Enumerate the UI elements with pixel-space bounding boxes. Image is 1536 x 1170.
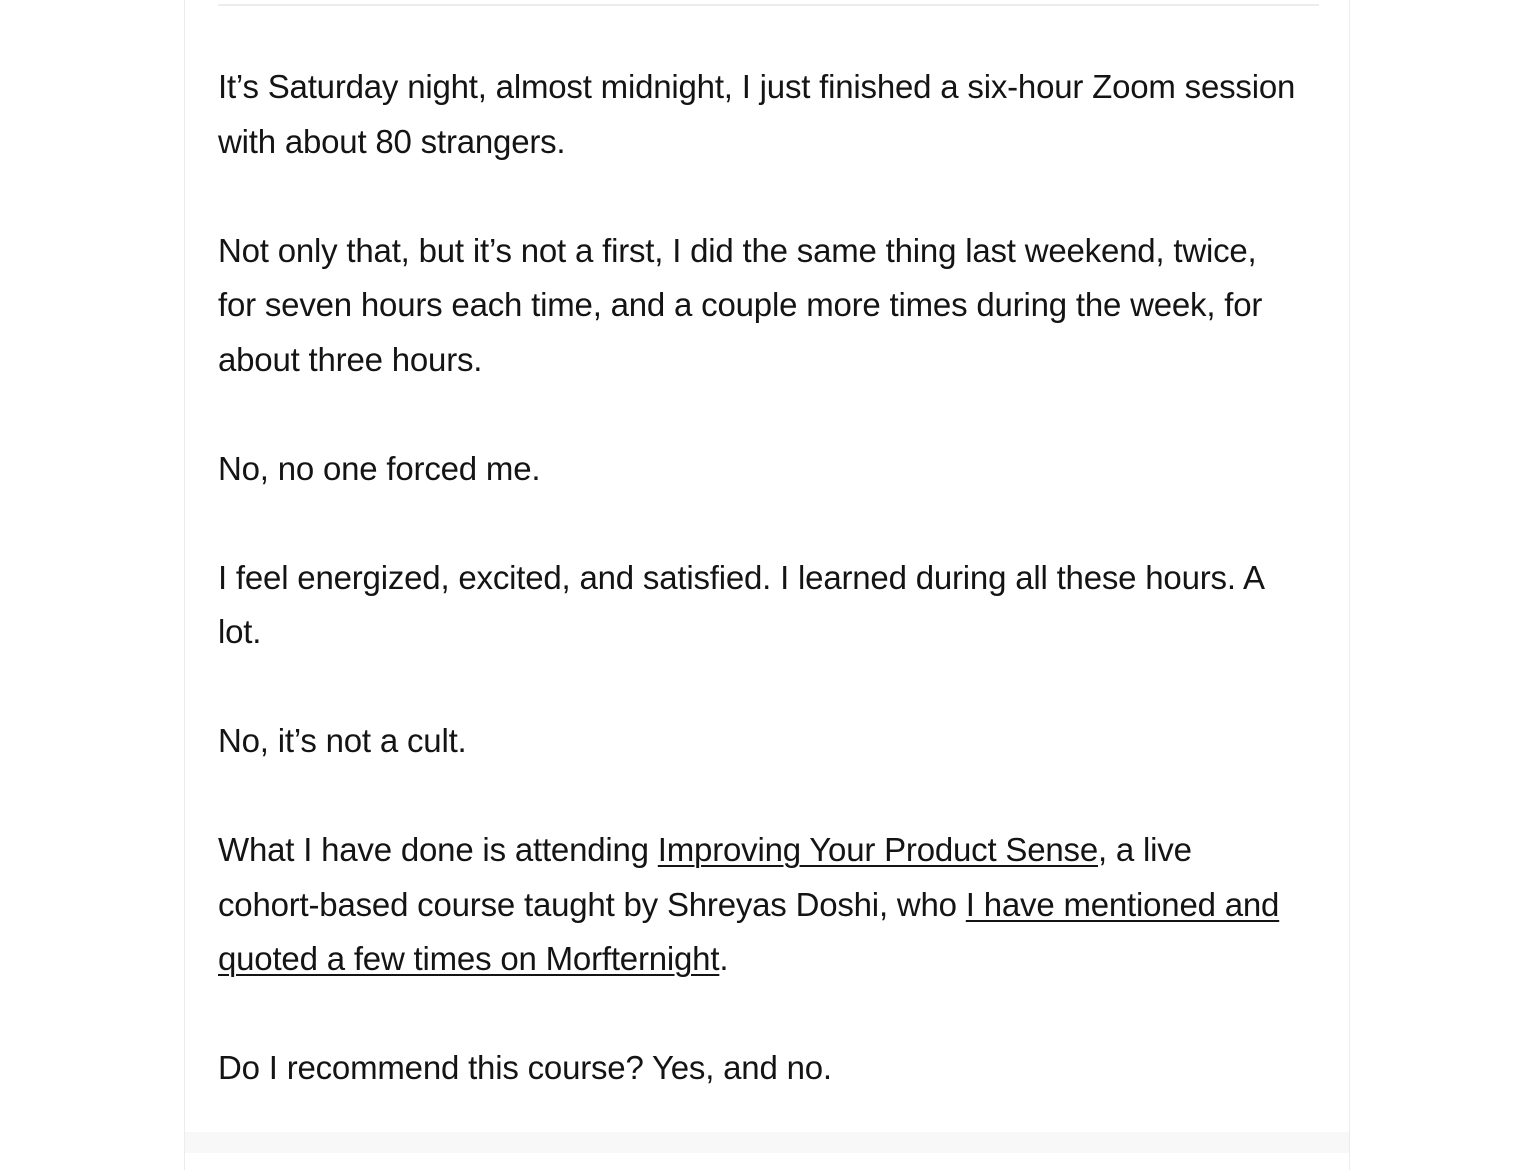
divider	[218, 4, 1319, 6]
paragraph: No, no one forced me.	[218, 449, 541, 487]
paragraph-text: .	[719, 940, 729, 977]
paragraph: Not only that, but it’s not a first, I did the same thing last weekend, twice, for seven hours each time, and a couple more times during the week, for about three hours.	[218, 231, 1263, 378]
paragraph: I feel energized, excited, and satisfied. I learned during all these hours. A lot.	[218, 558, 1263, 650]
course-link[interactable]: Improving Your Product Sense	[657, 831, 1098, 868]
morfternight-mentions-link[interactable]: I have mentioned and quoted a few times on Morfternight	[218, 885, 1280, 977]
paragraph: Do I recommend this course? Yes, and no.	[218, 1049, 832, 1086]
paragraph-text: , a live cohort-based course taught by Shreyas Doshi, who	[218, 831, 1192, 923]
paragraph: It’s Saturday night, almost midnight, I just finished a six-hour Zoom session with about 80 strangers.	[218, 68, 1296, 160]
paragraph-text: What I have done is attending	[218, 831, 658, 868]
bottom-fade	[185, 1132, 1349, 1153]
article-body	[218, 60, 1298, 1150]
paragraph-with-links	[218, 823, 1298, 987]
paragraph: No, it’s not a cult.	[218, 722, 467, 759]
